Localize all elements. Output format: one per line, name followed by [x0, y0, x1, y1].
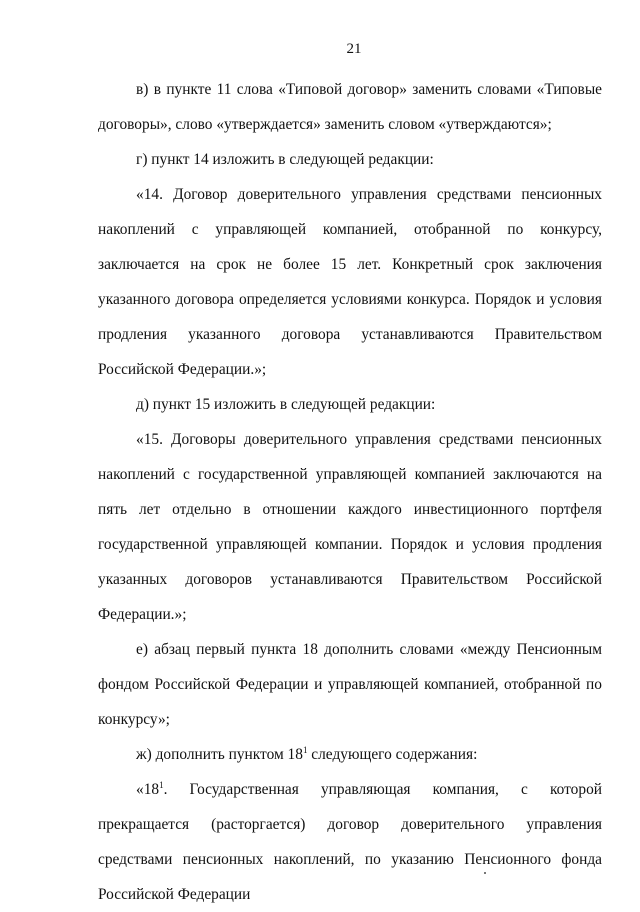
- paragraph-item-zh-text-end: следующего содержания:: [307, 746, 478, 763]
- paragraph-clause-15: «15. Договоры доверительного управления средствами пенсионных накоплений с государственной управляющей компанией заключаются на пять лет отдельно в отношении каждого инвестиционного портфеля государственной управляющей компании. Порядок и условия продления указанных договоров устанавливаются Правительством Российской Федерации.»;: [98, 431, 602, 623]
- paragraph-clause-18-1-start: «18: [136, 781, 160, 798]
- paragraph-clause-18-1-text: . Государственная управляющая компания, с которой прекращается (расторгается) договор доверительного управления средствами пенсионных накоплений, по указанию Пенсионного фонда Российской Федерации: [98, 781, 602, 903]
- paragraph-clause-14: «14. Договор доверительного управления средствами пенсионных накоплений с управляющей компанией, отобранной по конкурсу, заключается на срок не более 15 лет. Конкретный срок заключения указанного договора определяется условиями конкурса. Порядок и условия продления указанного договора устанавливаются Правительством Российской Федерации.»;: [98, 186, 602, 378]
- paragraph-item-zh: [98, 737, 602, 772]
- superscript-one: 1: [159, 779, 164, 790]
- page-number: 21: [346, 41, 362, 57]
- superscript-one: 1: [302, 744, 308, 755]
- paragraph-item-e: е) абзац первый пункта 18 дополнить словами «между Пенсионным фондом Российской Федерации и управляющей компанией, отобранной по конкурсу»;: [98, 641, 602, 728]
- paragraph-item-zh-text-start: ж) дополнить пунктом 18: [136, 746, 303, 763]
- paragraph-item-g: г) пункт 14 изложить в следующей редакции:: [136, 151, 434, 168]
- paragraph-clause-18-1: [98, 772, 602, 912]
- scan-speck: [484, 872, 486, 874]
- paragraph-item-v: в) в пункте 11 слова «Типовой договор» заменить словами «Типовые договоры», слово «утверждается» заменить словом «утверждаются»;: [98, 81, 602, 133]
- paragraph-item-d: д) пункт 15 изложить в следующей редакции:: [136, 396, 436, 413]
